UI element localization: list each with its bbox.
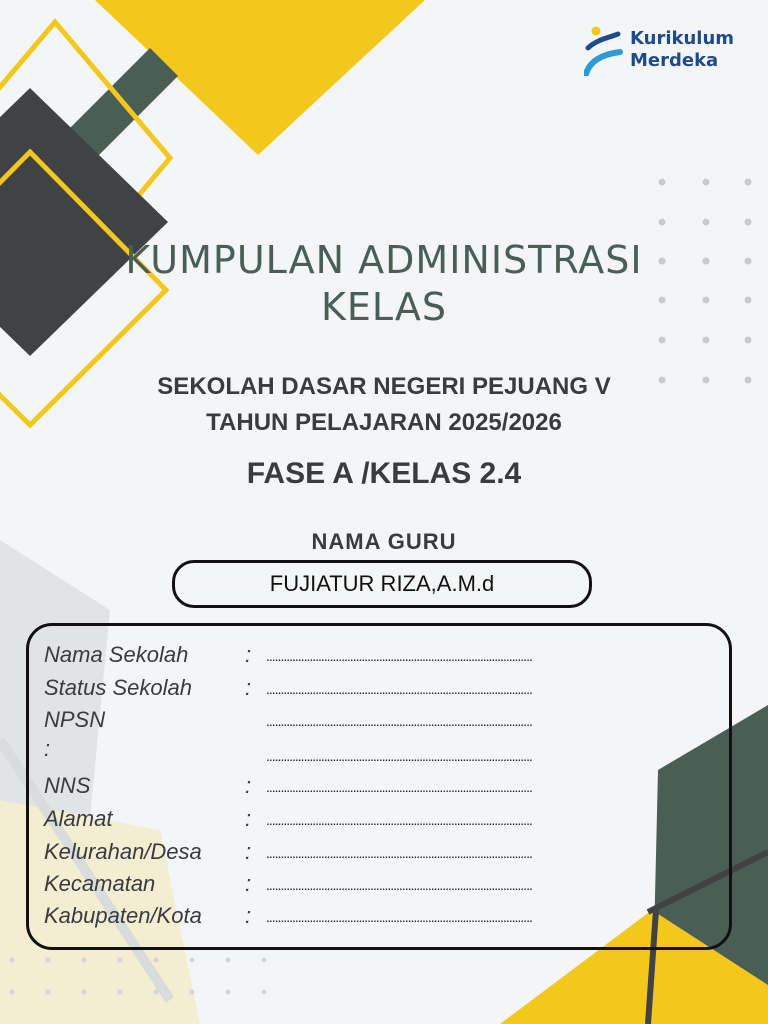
field-blank-line: ............................................................................................ xyxy=(266,648,532,664)
field-label: Alamat xyxy=(44,806,113,831)
field-blank-line: ............................................................................................ xyxy=(266,748,532,764)
field-blank-line: ............................................................................................ xyxy=(266,812,532,828)
field-colon: : xyxy=(245,871,252,896)
field-colon: : xyxy=(245,806,252,831)
field-label: Nama Sekolah xyxy=(44,642,189,667)
field-label: Kabupaten/Kota xyxy=(44,903,202,928)
school-name: SEKOLAH DASAR NEGERI PEJUANG V xyxy=(157,373,611,400)
logo-text-line1: Kurikulum xyxy=(630,28,735,49)
teacher-name: FUJIATUR RIZA,A.M.d xyxy=(269,571,495,596)
field-colon: : xyxy=(245,839,252,864)
field-colon: : xyxy=(245,773,252,798)
field-label: NNS xyxy=(44,773,91,798)
field-colon: : xyxy=(245,903,252,928)
fase-kelas: FASE A /KELAS 2.4 xyxy=(246,457,522,490)
field-label: NPSN xyxy=(44,707,106,732)
field-blank-line: ............................................................................................ xyxy=(266,713,532,729)
title-line2: KELAS xyxy=(320,285,448,329)
teacher-heading: NAMA GURU xyxy=(311,529,457,554)
field-blank-line: ............................................................................................ xyxy=(266,681,532,697)
field-colon-wrapped: : xyxy=(44,736,51,761)
field-colon: : xyxy=(245,642,252,667)
field-blank-line: ............................................................................................ xyxy=(266,877,532,893)
kurikulum-merdeka-logo xyxy=(584,24,744,80)
field-blank-line: ............................................................................................ xyxy=(266,779,532,795)
school-year: TAHUN PELAJARAN 2025/2026 xyxy=(206,409,562,436)
field-label: Kecamatan xyxy=(44,871,156,896)
field-blank-line: ............................................................................................ xyxy=(266,845,532,861)
logo-text-line2: Merdeka xyxy=(630,50,719,71)
teacher-name-box xyxy=(172,560,592,608)
logo-mark-icon xyxy=(584,24,624,76)
title-line1: KUMPULAN ADMINISTRASI xyxy=(125,238,643,282)
field-label: Kelurahan/Desa xyxy=(44,839,202,864)
field-colon: : xyxy=(245,675,252,700)
field-blank-line: ............................................................................................ xyxy=(266,909,532,925)
field-label: Status Sekolah xyxy=(44,675,192,700)
